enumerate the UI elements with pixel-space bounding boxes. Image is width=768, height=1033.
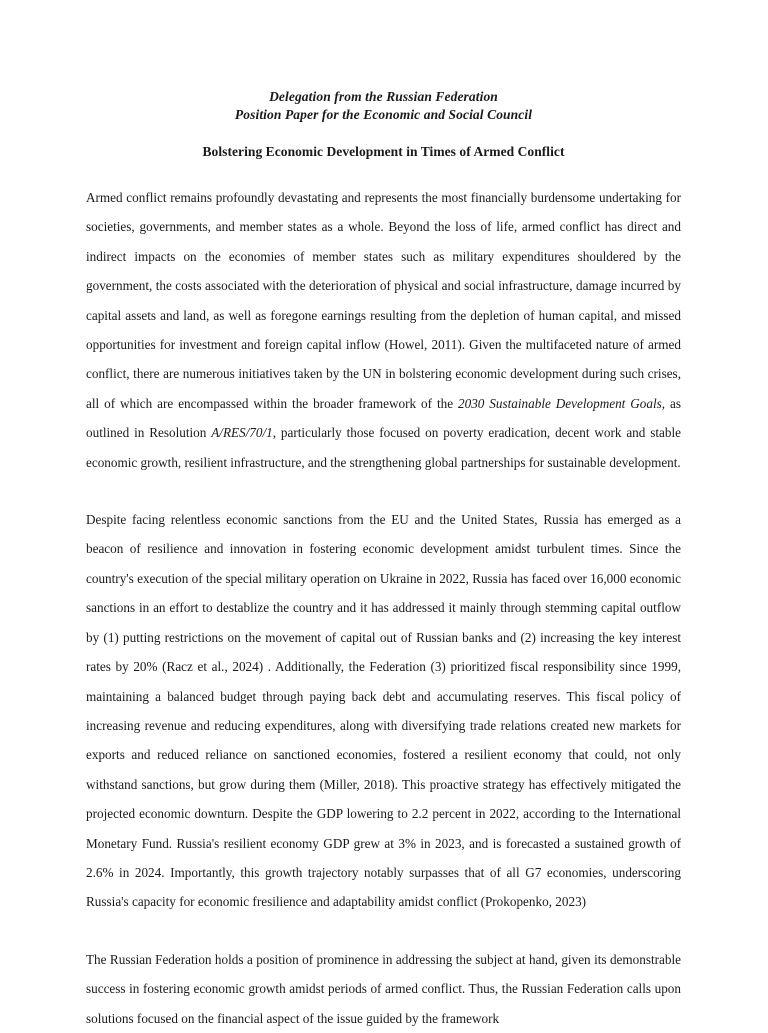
text-run: Armed conflict remains profoundly devastating and represents the most financially burdensome undertaking for societies, governments, and member states as a whole. Beyond the loss of life, armed conflict has direct and indirect impacts on the economies of member states such as military expenditures shouldered by the government, the costs associated with the deterioration of physical and social infrastructure, damage incurred by capital assets and land, as well as foregone earnings resulting from the depletion of human capital, and missed opportunities for investment and foreign capital inflow (Howel, 2011). Given the multifaceted nature of armed conflict, there are numerous initiatives taken by the UN in bolstering economic development during such crises, all of which are encompassed within the broader framework of the xyxy=(86,190,681,411)
text-run: as outlined in Resolution xyxy=(86,395,681,441)
italic-run: A/RES/70/1 xyxy=(211,425,273,441)
document-body xyxy=(86,183,681,1033)
page-title: Bolstering Economic Development in Times of Armed Conflict xyxy=(202,144,565,159)
text-run: The Russian Federation holds a position of prominence in addressing the subject at hand, given its demonstrable success in fostering economic growth amidst periods of armed conflict. Thus, the Russian Federation calls upon solutions focused on the financial aspect of the issue guided by the framework xyxy=(86,951,681,1026)
paragraph-3 xyxy=(86,945,681,1033)
position-paper-line: Position Paper for the Economic and Social Council xyxy=(234,107,533,122)
delegation-line: Delegation from the Russian Federation xyxy=(269,89,498,104)
text-run: Despite facing relentless economic sanctions from the EU and the United States, Russia has emerged as a beacon of resilience and innovation in fostering economic development amidst turbulent times. Since the country's execution of the special military operation on Ukraine in 2022, Russia has faced over 16,000 economic sanctions in an effort to destablize the country and it has addressed it mainly through stemming capital outflow by (1) putting restrictions on the movement of capital out of Russian banks and (2) increasing the key interest rates by 20% (Racz et al., 2024) . Additionally, the Federation (3) prioritized fiscal responsibility since 1999, maintaining a balanced budget through paying back debt and accumulating reserves. This fiscal policy of increasing revenue and reducing expenditures, along with diversifying trade relations created new markets for exports and reduced reliance on sanctioned economies, fostered a resilient economy that could, not only withstand sanctions, but grow during them (Miller, 2018). This proactive strategy has effectively mitigated the projected economic downturn. Despite the GDP lowering to 2.2 percent in 2022, according to the International Monetary Fund. Russia's resilient economy GDP grew at 3% in 2023, and is forecasted a sustained growth of 2.6% in 2024. Importantly, this growth trajectory notably surpasses that of all G7 economies, underscoring Russia's capacity for economic fresilience and adaptability amidst conflict (Prokopenko, 2023) xyxy=(86,512,681,910)
paragraph-1 xyxy=(86,183,681,477)
text-run: , particularly those focused on poverty eradication, decent work and stable economic growth, resilient infrastructure, and the strengthening global partnerships for sustainable development. xyxy=(86,425,681,470)
italic-run: 2030 Sustainable Development Goals, xyxy=(458,395,666,411)
paragraph-2 xyxy=(86,505,681,917)
document-header xyxy=(86,0,681,124)
